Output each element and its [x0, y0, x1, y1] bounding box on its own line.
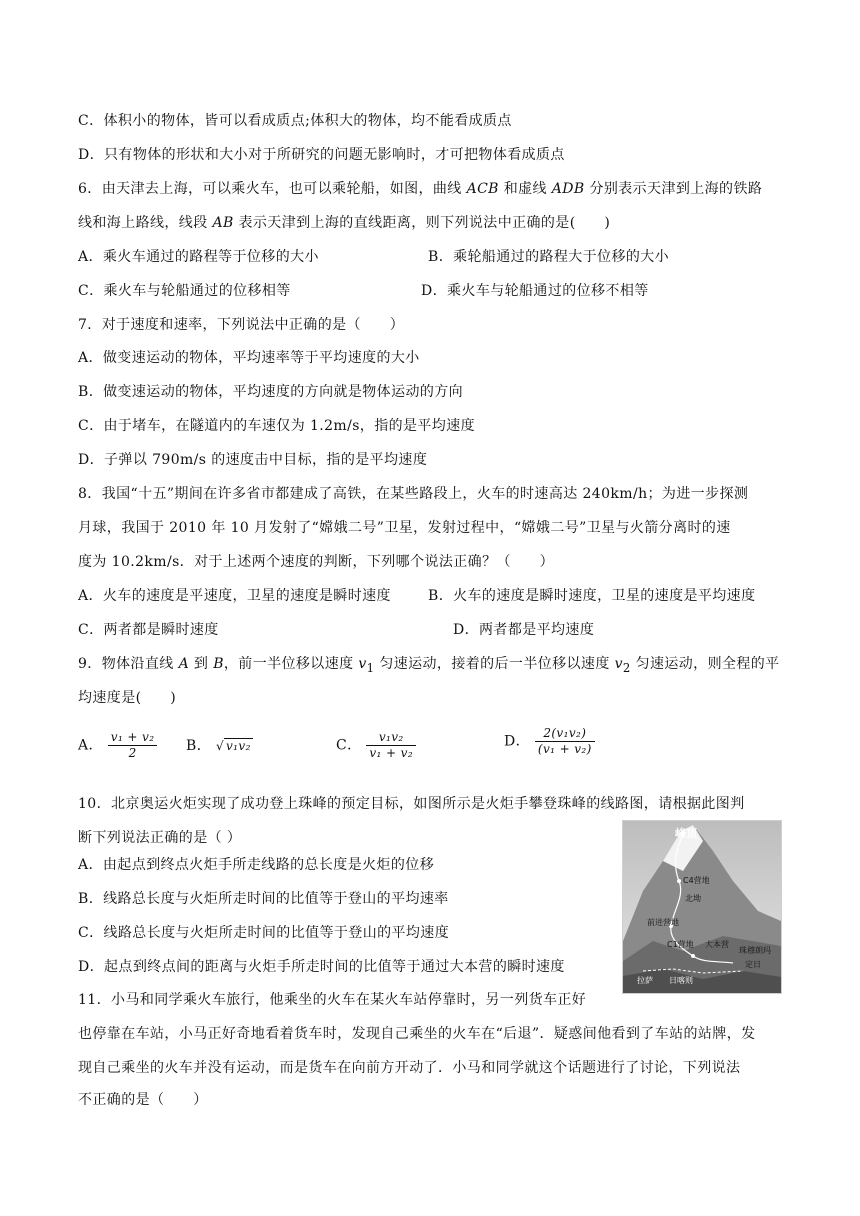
- q6-option-b: B．乘轮船通过的路程大于位移的大小: [428, 249, 670, 265]
- q10-stem-line1: 10．北京奥运火炬实现了成功登上珠峰的预定目标，如图所示是火炬手攀登珠峰的线路图，请根据此图判: [78, 796, 745, 812]
- q6-text: 表示天津到上海的直线距离，则下列说法中正确的是( ): [233, 215, 611, 231]
- q9-v2-sub: 2: [622, 660, 631, 675]
- fraction-denominator: v₁ + v₂: [369, 746, 414, 760]
- q9-option-c-fraction: [366, 730, 416, 761]
- q9-text: 匀速运动，接着的后一半位移以速度: [374, 656, 615, 672]
- q9-point-b: B: [213, 656, 224, 672]
- q6-text: 分别表示天津到上海的铁路: [584, 181, 763, 197]
- q6-stem-line1: [78, 179, 762, 199]
- q6-option-c: C．乘火车与轮船通过的位移相等: [78, 283, 291, 299]
- q9-point-a: A: [178, 656, 190, 672]
- q6-text: 和虚线: [498, 181, 552, 197]
- q7-option-a: A．做变速运动的物体，平均速率等于平均速度的大小: [78, 350, 420, 366]
- q9-option-b-label: B．: [186, 738, 212, 754]
- q9-stem-line1: [78, 654, 780, 678]
- q10-stem-line2: 断下列说法正确的是（ ）: [78, 830, 242, 846]
- q6-stem-line2: [78, 213, 610, 233]
- q9-option-d-label: D．: [504, 733, 531, 750]
- q6-option-a: A．乘火车通过的路程等于位移的大小: [78, 249, 319, 265]
- fraction-numerator: v₁ + v₂: [108, 730, 158, 746]
- q8-stem-line1: 8．我国“十五”期间在许多省市都建成了高铁，在某些路段上，火车的时速高达 240km/h；为进一步探测: [78, 486, 749, 502]
- map-label-lhasa: 拉萨: [637, 976, 653, 985]
- q7-stem: 7．对于速度和速率，下列说法中正确的是（ ）: [78, 317, 405, 333]
- q9-option-c: [336, 730, 416, 761]
- map-label-everest: 珠穆朗玛: [739, 946, 771, 955]
- q8-option-c: C．两者都是瞬时速度: [78, 622, 219, 638]
- q6-option-d: D．乘火车与轮船通过的位移不相等: [421, 283, 649, 299]
- q9-v1: v: [358, 656, 367, 672]
- fraction-numerator: 2(v₁v₂): [535, 726, 595, 742]
- q11-stem-line2: 也停靠在车站，小马正好奇地看着货车时，发现自己乘坐的火车在“后退”．疑惑间他看到了车站的站牌，发: [78, 1026, 756, 1042]
- everest-route-map: [622, 820, 782, 994]
- fraction-denominator: (v₁ + v₂): [537, 742, 592, 756]
- q5-option-d: D．只有物体的形状和大小对于所研究的问题无影响时，才可把物体看成质点: [78, 147, 565, 163]
- q9-option-d: [504, 726, 595, 757]
- q9-option-a-fraction: [108, 730, 158, 761]
- map-label-c4: C4营地: [683, 876, 710, 885]
- q11-stem-line1: 11．小马和同学乘火车旅行，他乘坐的火车在某火车站停靠时，另一列货车正好: [78, 992, 587, 1008]
- q9-text: ，前一半位移以速度: [223, 656, 359, 672]
- q9-option-d-fraction: [535, 726, 595, 757]
- fraction-denominator: 2: [128, 746, 137, 760]
- q7-option-d: D．子弹以 790m/s 的速度击中目标，指的是平均速度: [78, 452, 428, 468]
- q6-segment-ab: AB: [212, 215, 234, 231]
- map-label-base-camp: 大本营: [705, 940, 729, 949]
- map-label-tingri: 定日: [745, 960, 761, 969]
- q10-option-c: C．线路总长度与火炬所走时间的比值等于登山的平均速度: [78, 925, 450, 941]
- q7-option-b: B．做变速运动的物体，平均速度的方向就是物体运动的方向: [78, 384, 464, 400]
- q8-stem-line2: 月球，我国于 2010 年 10 月发射了“嫦娥二号”卫星，发射过程中，“嫦娥二号”卫星与火箭分离时的速: [78, 520, 731, 536]
- q9-v1-sub: 1: [366, 660, 375, 675]
- q8-stem-line3: 度为 10.2km/s．对于上述两个速度的判断，下列哪个说法正确？（ ）: [78, 554, 555, 570]
- q7-option-c: C．由于堵车，在隧道内的车速仅为 1.2m/s，指的是平均速度: [78, 418, 476, 434]
- q9-option-a: [78, 730, 157, 761]
- q10-option-d: D．起点到终点间的距离与火炬手所走时间的比值等于通过大本营的瞬时速度: [78, 959, 565, 975]
- q9-option-b: [186, 736, 253, 756]
- q9-option-b-sqrt: √ v₁v₂: [215, 739, 251, 753]
- base-camp-marker: [691, 954, 695, 958]
- q9-option-a-label: A．: [78, 737, 103, 754]
- q6-curve-adb: ADB: [551, 181, 585, 197]
- map-label-c1: C1营地: [667, 940, 694, 949]
- map-label-north-col: 北坳: [685, 894, 701, 903]
- q11-stem-line3: 现自己乘坐的火车并没有运动，而是货车在向前方开动了．小马和同学就这个话题进行了讨论，下列说法: [78, 1060, 741, 1076]
- q5-option-c: C．体积小的物体，皆可以看成质点;体积大的物体，均不能看成质点: [78, 113, 512, 129]
- q9-text: 9．物体沿直线: [78, 656, 179, 672]
- c4-marker: [677, 879, 681, 883]
- q11-stem-line4: 不正确的是（ ）: [78, 1092, 208, 1108]
- q8-option-a: A．火车的速度是平速度，卫星的速度是瞬时速度: [78, 588, 391, 604]
- fraction-numerator: v₁v₂: [366, 730, 416, 746]
- q9-text: 到: [189, 656, 214, 672]
- q6-text: 6．由天津去上海，可以乘火车，也可以乘轮船，如图，曲线: [78, 181, 467, 197]
- q9-stem-line2: 均速度是( ): [78, 690, 177, 706]
- q9-option-c-label: C．: [336, 737, 362, 754]
- map-label-peak: 峰顶: [675, 827, 697, 840]
- sqrt-radicand: v₁v₂: [226, 739, 251, 753]
- q8-option-d: D．两者都是平均速度: [453, 622, 595, 638]
- q10-option-b: B．线路总长度与火炬所走时间的比值等于登山的平均速率: [78, 891, 449, 907]
- q6-curve-acb: ACB: [466, 181, 499, 197]
- q9-text: 匀速运动，则全程的平: [630, 656, 780, 672]
- q10-option-a: A．由起点到终点火炬手所走线路的总长度是火炬的位移: [78, 857, 435, 873]
- q9-v2: v: [614, 656, 623, 672]
- map-label-shigatse: 日喀则: [669, 976, 693, 985]
- q6-text: 线和海上路线，线段: [78, 215, 213, 231]
- q8-option-b: B．火车的速度是瞬时速度，卫星的速度是平均速度: [428, 588, 756, 604]
- map-label-advance-camp: 前进营地: [647, 918, 679, 927]
